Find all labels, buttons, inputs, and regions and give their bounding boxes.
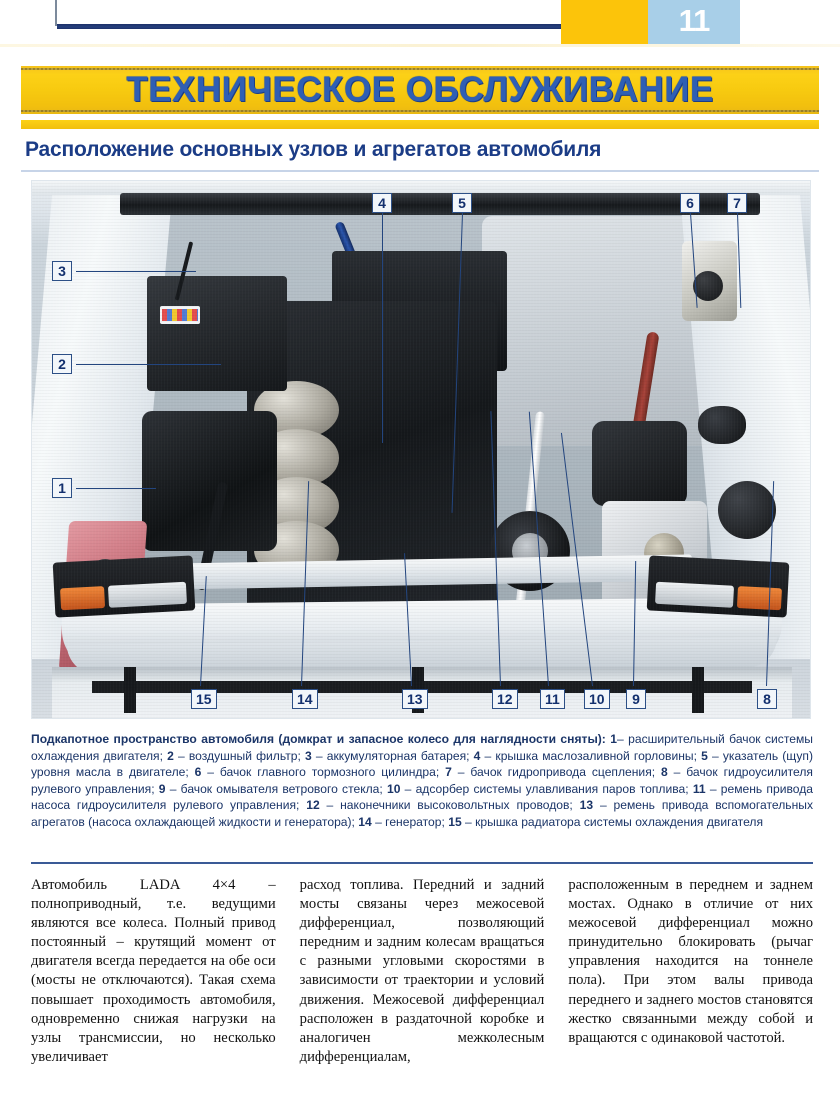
figure-caption xyxy=(31,731,813,830)
callout-14: 14 xyxy=(292,689,318,709)
chapter-banner xyxy=(21,66,819,114)
page-header xyxy=(0,0,840,46)
caption-item-number: 15 xyxy=(448,814,462,829)
callout-4: 4 xyxy=(372,193,392,213)
callout-8: 8 xyxy=(757,689,777,709)
callout-5: 5 xyxy=(452,193,472,213)
header-yellow-block xyxy=(561,0,648,45)
caption-item-number: 6 xyxy=(194,765,202,779)
callout-12: 12 xyxy=(492,689,518,709)
caption-item-number: 7 xyxy=(445,765,452,779)
caption-item-number: 12 xyxy=(306,798,320,812)
leader-line-3 xyxy=(76,271,196,272)
callout-7: 7 xyxy=(727,193,747,213)
caption-item-number: 2 xyxy=(167,748,174,763)
header-vertical-rule xyxy=(55,0,57,26)
callout-9: 9 xyxy=(626,689,646,709)
page-number: 11 xyxy=(678,2,710,38)
caption-item-number: 9 xyxy=(158,781,166,796)
body-column-3 xyxy=(568,876,813,1066)
callout-1: 1 xyxy=(52,478,72,498)
callout-3: 3 xyxy=(52,261,72,281)
caption-item-number: 8 xyxy=(661,765,668,779)
caption-item-number: 3 xyxy=(305,748,312,763)
caption-item-number: 13 xyxy=(579,798,594,812)
leader-line-2 xyxy=(76,364,221,365)
body-paragraph: расположенным в переднем и заднем мостах. Однако в отличие от них межосевой дифференциал можно принудительно блокировать (рычаг управления находится на тоннеле пола). При этом валы привода переднего и заднего мостов становятся жестко связанными между собой и вращаются с одинаковой частотой. xyxy=(568,877,814,1046)
body-column-1 xyxy=(31,876,276,1066)
caption-item-number: 1 xyxy=(610,732,617,746)
banner-title: ТЕХНИЧЕСКОЕ ОБСЛУЖИВАНИЕ xyxy=(126,70,714,109)
body-paragraph: Автомобиль LADA 4×4 – полноприводный, т.е. ведущими являются все колеса. Полный привод постоянный – крутящий момент от двигателя всегда передается на обе оси (мосты не отключаются). Такая схема повышает проходимость автомобиля, одновременно снижая нагрузки на узлы трансмиссии, но несколько увеличивает xyxy=(31,877,276,1065)
caption-item-number: 4 xyxy=(473,748,481,763)
section-divider xyxy=(21,170,819,172)
callout-10: 10 xyxy=(584,689,610,709)
leader-line-1 xyxy=(76,488,156,489)
caption-item-number: 14 xyxy=(358,814,372,829)
callout-15: 15 xyxy=(191,689,217,709)
callout-13: 13 xyxy=(402,689,428,709)
engine-bay-photo xyxy=(31,180,811,719)
header-horizontal-rule xyxy=(57,24,561,29)
caption-item-number: 10 xyxy=(386,781,401,796)
callout-2: 2 xyxy=(52,354,72,374)
leader-line-4 xyxy=(382,213,383,443)
callout-11: 11 xyxy=(540,689,565,709)
caption-item-number: 5 xyxy=(701,748,708,763)
callout-6: 6 xyxy=(680,193,700,213)
caption-divider xyxy=(31,862,813,864)
banner-underbar xyxy=(21,120,819,129)
body-columns xyxy=(31,876,813,1066)
caption-item-number: 11 xyxy=(692,781,706,796)
header-faint-band xyxy=(0,44,840,47)
caption-lead: Подкапотное пространство автомобиля (домкрат и запасное колесо для наглядности сняты): xyxy=(31,732,606,746)
body-column-2 xyxy=(300,876,545,1066)
caption-items: 1– расширительный бачок системы охлаждения двигателя; 2 – воздушный фильтр; 3 – аккумуляторная батарея; 4 – крышка маслозаливной горловины; 5 – указатель (щуп) уровня масла в двигателе; 6 – бачок главного тормозного цилиндра; 7 – бачок гидропривода сцепления; 8 – бачок гидроусилителя рулевого управления; 9 – бачок омывателя ветрового стекла; 10 – адсорбер системы улавливания паров топлива; 11 – ремень привода насоса гидроусилителя рулевого управления; 12 – наконечники высоковольтных проводов; 13 – ремень привода вспомогательных агрегатов (насоса охлаждающей жидкости и генератора); 14 – генератор; 15 – крышка радиатора системы охлаждения двигателя xyxy=(31,732,814,829)
page-title: Расположение основных узлов и агрегатов автомобиля xyxy=(25,138,602,161)
body-paragraph: расход топлива. Передний и задний мосты связаны через межосевой дифференциал, позволяющий передним и задним колесам вращаться с разными угловыми скоростями в зависимости от траектории и условий движения. Межосевой дифференциал расположен в раздаточной коробке и аналогичен межколесным дифференциалам, xyxy=(299,877,545,1065)
